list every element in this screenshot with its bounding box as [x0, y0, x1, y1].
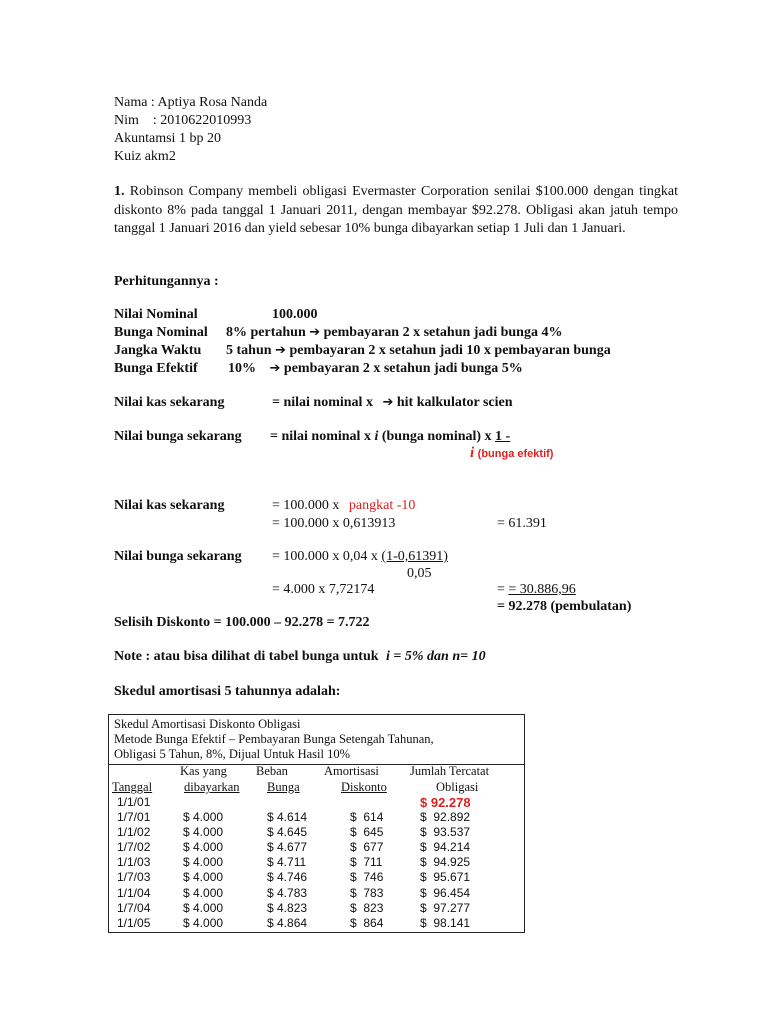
table-title-2: Metode Bunga Efektif – Pembayaran Bunga Setengah Tahunan,	[114, 732, 434, 746]
cell-jumlah: $ 94.925	[420, 855, 471, 870]
cell-jumlah: $ 94.214	[420, 840, 471, 855]
cell-jumlah: $ 92.892	[420, 810, 471, 824]
kas-calc-line1	[272, 497, 415, 515]
question-paragraph	[114, 183, 678, 239]
bunga-calc-eq: =	[497, 582, 509, 597]
total-result-value: = 92.278	[497, 599, 547, 614]
header-beban-1: Beban	[256, 764, 288, 778]
note-line	[114, 648, 486, 666]
header-jumlah-2: Obligasi	[436, 780, 479, 794]
cell-amortisasi: $ 783	[350, 885, 384, 900]
header-kas-1: Kas yang	[180, 764, 227, 778]
bunga-calc-numerator: (1-0,61391)	[381, 549, 448, 564]
arrow-right-icon: ➔	[382, 395, 394, 410]
cell-beban: $ 4.677	[267, 840, 308, 855]
bunga-efektif-desc: pembayaran 2 x setahun jadi bunga 5%	[283, 361, 523, 376]
bunga-calc-expr: = 100.000 x 0,04 x	[272, 549, 378, 564]
cell-kas: $ 4.000	[183, 870, 224, 885]
cell-amortisasi: $ 823	[350, 900, 384, 915]
cell-beban: $ 4.864	[267, 915, 308, 930]
cell-kas: $ 4.000	[183, 855, 224, 870]
bunga-nominal-desc: pembayaran 2 x setahun jadi bunga 4%	[323, 325, 563, 340]
header-jumlah-1: Jumlah Tercatat	[410, 764, 490, 778]
bunga-nominal-label: Bunga Nominal	[114, 325, 208, 340]
cell-tanggal: 1/7/02	[117, 840, 151, 855]
cell-kas: $ 4.000	[183, 915, 224, 930]
cell-amortisasi: $ 677	[350, 840, 384, 855]
cell-jumlah: $ 96.454	[420, 885, 471, 900]
total-result	[497, 598, 631, 616]
bunga-calc-line2: = 4.000 x 7,72174	[272, 582, 375, 597]
quiz-title: Kuiz akm2	[114, 149, 176, 164]
kas-calc-line2: = 100.000 x 0,613913	[272, 516, 396, 531]
cell-beban: $ 4.645	[267, 825, 308, 840]
cell-kas: $ 4.000	[183, 840, 224, 855]
cell-jumlah: $ 95.671	[420, 870, 471, 885]
bunga-efektif-label: Bunga Efektif	[114, 361, 198, 376]
formula-bunga-den-text: (bunga efektif)	[477, 448, 554, 460]
total-result-note: (pembulatan)	[550, 599, 632, 614]
cell-jumlah: $ 97.277	[420, 900, 471, 915]
schedule-intro: Skedul amortisasi 5 tahunnya adalah:	[114, 684, 341, 699]
note-params: i = 5% dan n= 10	[386, 649, 486, 664]
bunga-calc-denominator: 0,05	[407, 566, 432, 581]
student-nim: Nim : 2010622010993	[114, 113, 252, 128]
cell-beban: $ 4.746	[267, 870, 308, 885]
bunga-nominal-rate: 8% pertahun	[226, 325, 306, 340]
nominal-label: Nilai Nominal	[114, 307, 198, 322]
selisih-diskonto: Selisih Diskonto = 100.000 – 92.278 = 7.722	[114, 615, 370, 630]
kas-calc-result: = 61.391	[497, 516, 547, 531]
question-number: 1.	[114, 184, 125, 199]
kas-calc-expr: = 100.000 x	[272, 498, 340, 513]
header-kas-2: dibayarkan	[184, 780, 240, 794]
arrow-right-icon: ➔	[309, 325, 321, 340]
jangka-waktu-desc: pembayaran 2 x setahun jadi 10 x pembayaran bunga	[289, 343, 611, 358]
formula-kas-expr: = nilai nominal x	[272, 395, 373, 410]
cell-kas: $ 4.000	[183, 810, 224, 824]
formula-kas-label: Nilai kas sekarang	[114, 395, 225, 410]
formula-bunga	[270, 428, 524, 446]
question-text: Robinson Company membeli obligasi Evermaster Corporation senilai $100.000 dengan tingkat diskonto 8% pada tanggal 1 Januari 2011, dengan membayar $92.278. Obligasi akan jatuh tempo tanggal 1 Januari 2016 dan yield sebesar 10% bunga dibayarkan setiap 1 Juli dan 1 Januari.	[114, 184, 678, 236]
table-title-3: Obligasi 5 Tahun, 8%, Dijual Untuk Hasil 10%	[114, 747, 351, 761]
cell-tanggal: 1/1/04	[117, 885, 151, 900]
cell-beban: $ 4.711	[267, 855, 307, 870]
cell-beban: $ 4.823	[267, 900, 308, 915]
cell-amortisasi: $ 746	[350, 870, 384, 885]
cell-beban: $ 4.783	[267, 885, 308, 900]
cell-jumlah: $ 93.537	[420, 825, 471, 840]
arrow-right-icon: ➔	[269, 361, 281, 376]
cell-tanggal: 1/1/05	[117, 915, 151, 930]
nominal-value: 100.000	[272, 307, 318, 322]
formula-bunga-denominator	[470, 445, 553, 462]
cell-amortisasi: $ 645	[350, 825, 384, 840]
formula-bunga-i: i	[374, 429, 379, 444]
bunga-efektif-rate: 10%	[228, 361, 256, 376]
bunga-efektif-value	[228, 360, 523, 378]
cell-tanggal: 1/1/03	[117, 855, 151, 870]
bunga-calc-line1	[272, 548, 448, 566]
first-row-tanggal: 1/1/01	[117, 795, 151, 809]
formula-kas	[272, 394, 513, 412]
calc-heading: Perhitungannya :	[114, 274, 219, 289]
cell-jumlah: $ 98.141	[420, 915, 471, 930]
header-amort-2: Diskonto	[341, 780, 387, 794]
jangka-waktu-value	[226, 342, 611, 360]
formula-bunga-den-i: i	[470, 445, 475, 461]
bunga-calc-label: Nilai bunga sekarang	[114, 549, 242, 564]
cell-tanggal: 1/1/02	[117, 825, 151, 840]
formula-bunga-expr2: (bunga nominal) x	[381, 429, 492, 444]
cell-tanggal: 1/7/01	[117, 810, 151, 824]
kas-calc-pangkat: pangkat -10	[348, 498, 416, 513]
cell-kas: $ 4.000	[183, 885, 224, 900]
student-name: Nama : Aptiya Rosa Nanda	[114, 95, 268, 110]
note-text: Note : atau bisa dilihat di tabel bunga untuk	[114, 649, 379, 664]
formula-kas-note: hit kalkulator scien	[396, 395, 513, 410]
cell-tanggal: 1/7/03	[117, 870, 151, 885]
cell-tanggal: 1/7/04	[117, 900, 151, 915]
cell-amortisasi: $ 711	[350, 855, 383, 870]
jangka-waktu-label: Jangka Waktu	[114, 343, 202, 358]
first-row-jumlah: $ 92.278	[420, 795, 471, 810]
bunga-nominal-value	[226, 324, 562, 342]
bunga-calc-value: = 30.886,96	[508, 582, 576, 597]
bunga-calc-result	[497, 581, 576, 599]
cell-amortisasi: $ 614	[350, 810, 384, 824]
cell-kas: $ 4.000	[183, 825, 224, 840]
cell-kas: $ 4.000	[183, 900, 224, 915]
kas-calc-label: Nilai kas sekarang	[114, 498, 225, 513]
formula-bunga-expr: = nilai nominal x	[270, 429, 371, 444]
header-tanggal: Tanggal	[112, 780, 153, 794]
cell-beban: $ 4.614	[267, 810, 308, 824]
header-amort-1: Amortisasi	[324, 764, 379, 778]
student-class: Akuntamsi 1 bp 20	[114, 131, 221, 146]
jangka-waktu-years: 5 tahun	[226, 343, 272, 358]
cell-amortisasi: $ 864	[350, 915, 384, 930]
formula-bunga-label: Nilai bunga sekarang	[114, 429, 242, 444]
header-beban-2: Bunga	[267, 780, 300, 794]
formula-bunga-numerator: 1 -	[495, 429, 511, 444]
arrow-right-icon: ➔	[275, 343, 286, 358]
table-title-1: Skedul Amortisasi Diskonto Obligasi	[114, 717, 301, 731]
